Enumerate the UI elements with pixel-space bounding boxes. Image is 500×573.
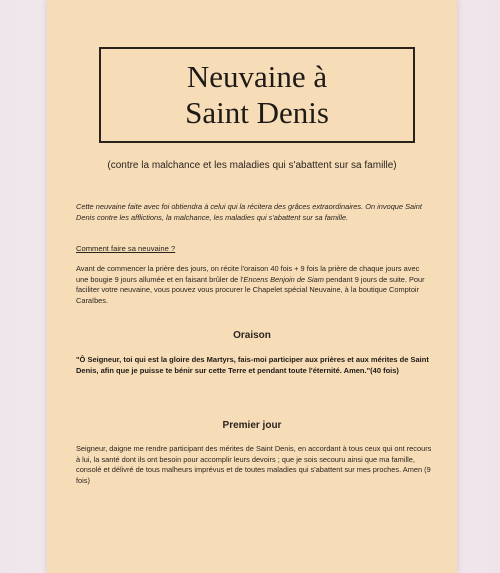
title-line-2: Saint Denis <box>185 95 329 130</box>
howto-text-end: pendant 9 jours de suite. Pour faciliter votre neuvaine, vous pouvez vous procurer le Chapelet spécial Neuvaine, à la boutique Comptoir Caraïbes. <box>76 274 425 305</box>
title-line-1: Neuvaine à <box>186 59 328 94</box>
document-page <box>47 0 457 573</box>
day1-heading: Premier jour <box>222 420 282 431</box>
intro-paragraph: Cette neuvaine faite avec foi obtiendra à celui qui la récitera des grâces extraordinaires. On invoque Saint Denis contre les afflictions, la malchance, les maladies qui s'abattent sur sa famille. <box>76 202 422 222</box>
oraison-heading: Oraison <box>233 330 271 341</box>
title-frame <box>99 47 415 143</box>
day1-prayer: Seigneur, daigne me rendre participant des mérites de Saint Denis, en accordant à tous ceux qui ont recours à lui, la santé dont ils ont besoin pour accomplir leurs devoirs ; que je sois secouru ainsi que ma famille, consolé et délivré de tous malheurs imprévus et de toutes maladies qui s'abattent sur mes proches. Amen (9 fois) <box>76 444 432 485</box>
oraison-prayer: "Ô Seigneur, toi qui est la gloire des Martyrs, fais-moi participer aux prières et aux mérites de Saint Denis, afin que je puisse te bénir sur cette Terre et pendant toute l'éternité. Amen."(40 fois) <box>76 355 429 375</box>
subtitle: (contre la malchance et les maladies qui s'abattent sur sa famille) <box>107 160 397 171</box>
howto-paragraph <box>76 264 433 306</box>
howto-text-start: Avant de commencer la prière des jours, on récite l'oraison 40 fois + 9 fois la prière de chaque jours avec une bougie 9 jours allumée et en faisant brûler de l' <box>76 264 420 284</box>
howto-heading: Comment faire sa neuvaine ? <box>76 244 176 253</box>
howto-incense-name: Encens Benjoin de Siam <box>243 274 324 284</box>
